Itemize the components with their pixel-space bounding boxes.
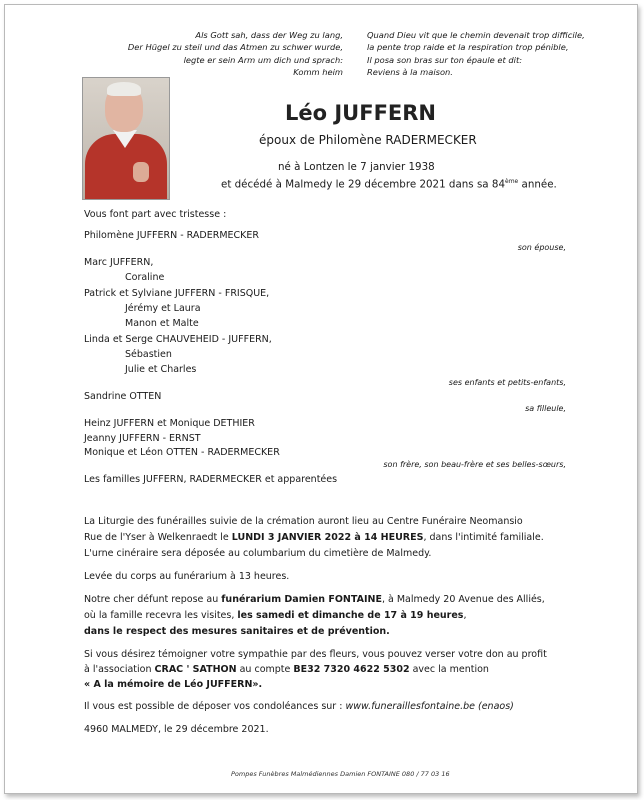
families-line: Les familles JUFFERN, RADERMECKER et apparentées bbox=[84, 474, 338, 485]
visiting-hours: les samedi et dimanche de 17 à 19 heures bbox=[237, 610, 464, 621]
portrait-hair bbox=[107, 82, 141, 96]
funeral-text: à l'association bbox=[84, 664, 155, 675]
death-sup: ème bbox=[505, 178, 519, 185]
poem-line: Als Gott sah, dass der Weg zu lang, bbox=[195, 30, 343, 40]
charity-name: CRAC ' SATHON bbox=[154, 664, 237, 675]
funeral-line bbox=[84, 610, 467, 621]
deceased-spouse: époux de Philomène RADERMECKER bbox=[259, 133, 477, 147]
funeral-line bbox=[84, 701, 514, 712]
date-line: 4960 MALMEDY, le 29 décembre 2021. bbox=[84, 724, 269, 735]
poem-line: Der Hügel zu steil und das Atmen zu schwer wurde, bbox=[127, 42, 343, 53]
poem-line: legte er sein Arm um dich und sprach: bbox=[183, 54, 343, 65]
portrait-photo bbox=[82, 77, 170, 200]
funeral-text: Notre cher défunt repose au bbox=[84, 594, 222, 605]
funeral-home: funérarium Damien FONTAINE bbox=[221, 594, 382, 605]
funeral-text: Rue de l'Yser à Welkenraedt le bbox=[84, 532, 232, 543]
relation-label: ses enfants et petits-enfants, bbox=[448, 378, 566, 387]
condolences-link[interactable]: www.funeraillesfontaine.be (enaos) bbox=[345, 701, 514, 712]
family-member: Patrick et Sylviane JUFFERN - FRISQUE, bbox=[84, 288, 270, 299]
footer-text: Pompes Funèbres Malmédiennes Damien FONTAINE 080 / 77 03 16 bbox=[231, 770, 450, 778]
funeral-line: Levée du corps au funérarium à 13 heures. bbox=[84, 571, 290, 582]
family-member: Linda et Serge CHAUVEHEID - JUFFERN, bbox=[84, 334, 272, 345]
poem-french bbox=[367, 29, 585, 78]
funeral-line bbox=[84, 532, 544, 543]
intro-text: Vous font part avec tristesse : bbox=[84, 209, 227, 220]
funeral-text: , bbox=[463, 610, 467, 621]
funeral-date: LUNDI 3 JANVIER 2022 à 14 HEURES bbox=[231, 532, 424, 543]
donation-mention: « A la mémoire de Léo JUFFERN». bbox=[84, 679, 263, 690]
funeral-text: , à Malmedy 20 Avenue des Alliés, bbox=[381, 594, 545, 605]
family-member: Sébastien bbox=[125, 349, 172, 360]
family-member: Philomène JUFFERN - RADERMECKER bbox=[84, 230, 259, 241]
funeral-text: où la famille recevra les visites, bbox=[84, 610, 238, 621]
death-suffix: année. bbox=[518, 178, 557, 191]
funeral-line: dans le respect des mesures sanitaires et de prévention. bbox=[84, 626, 390, 637]
death-info bbox=[221, 178, 557, 190]
poem-german bbox=[128, 29, 343, 78]
poem-line: Komm heim bbox=[293, 66, 343, 77]
funeral-line bbox=[84, 594, 545, 605]
funeral-line: Si vous désirez témoigner votre sympathie par des fleurs, vous pouvez verser votre don au profit bbox=[84, 649, 547, 660]
relation-label: son frère, son beau-frère et ses belles-sœurs, bbox=[383, 460, 566, 469]
family-member: Manon et Malte bbox=[125, 318, 199, 329]
relation-label: sa filleule, bbox=[525, 404, 566, 413]
birth-info: né à Lontzen le 7 janvier 1938 bbox=[278, 161, 435, 173]
family-member: Jeanny JUFFERN - ERNST bbox=[84, 433, 201, 444]
funeral-line: L'urne cinéraire sera déposée au columbarium du cimetière de Malmedy. bbox=[84, 548, 432, 559]
funeral-line bbox=[84, 664, 489, 675]
family-member: Heinz JUFFERN et Monique DETHIER bbox=[84, 418, 255, 429]
funeral-text: , dans l'intimité familiale. bbox=[423, 532, 544, 543]
family-member: Jérémy et Laura bbox=[125, 303, 201, 314]
deceased-name: Léo JUFFERN bbox=[285, 101, 437, 125]
family-member: Julie et Charles bbox=[125, 364, 197, 375]
family-member: Monique et Léon OTTEN - RADERMECKER bbox=[84, 447, 280, 458]
death-text: et décédé à Malmedy le 29 décembre 2021 dans sa 84 bbox=[221, 178, 505, 191]
family-member: Marc JUFFERN, bbox=[84, 257, 154, 268]
poem-line: la pente trop raide et la respiration trop pénible, bbox=[367, 42, 569, 53]
funeral-text: au compte bbox=[236, 664, 294, 675]
poem-line: Reviens à la maison. bbox=[367, 66, 453, 77]
poem-line: Quand Dieu vit que le chemin devenait trop difficile, bbox=[367, 30, 585, 40]
poem-line: Il posa son bras sur ton épaule et dit: bbox=[367, 54, 523, 65]
portrait-hand bbox=[133, 162, 149, 182]
funeral-text: avec la mention bbox=[409, 664, 489, 675]
funeral-line: La Liturgie des funérailles suivie de la crémation auront lieu au Centre Funéraire Neomansio bbox=[84, 516, 523, 527]
family-member: Coraline bbox=[125, 272, 165, 283]
relation-label: son épouse, bbox=[517, 243, 566, 252]
funeral-text: Il vous est possible de déposer vos condoléances sur : bbox=[84, 701, 346, 712]
family-member: Sandrine OTTEN bbox=[84, 391, 162, 402]
bank-account: BE32 7320 4622 5302 bbox=[293, 664, 410, 675]
